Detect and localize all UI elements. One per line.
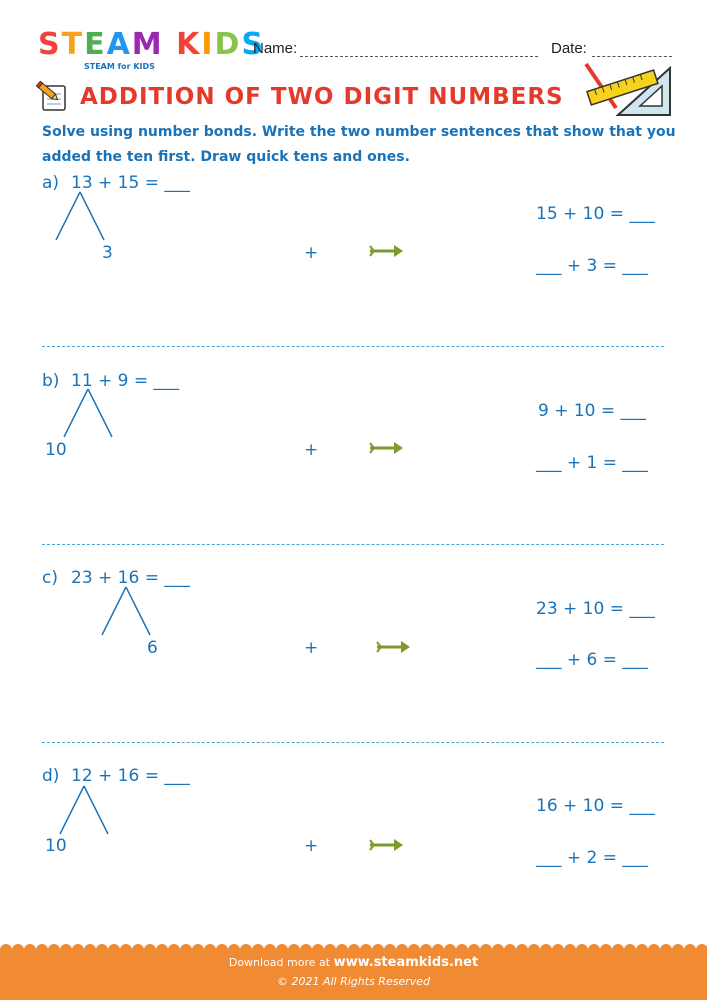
problem-a-sentence-1: 15 + 10 = ___ xyxy=(536,204,655,224)
problem-c-label: c) xyxy=(42,568,58,588)
problem-a-label: a) xyxy=(42,173,60,193)
logo-wordmark: STEAM KIDS xyxy=(38,27,266,62)
section-divider xyxy=(42,544,664,545)
problem-c-equation: 23 + 16 = ___ xyxy=(71,568,190,588)
logo-tagline: STEAM for KIDS xyxy=(84,62,155,71)
ruler-set-square-icon xyxy=(578,60,674,124)
section-divider xyxy=(42,346,664,347)
problem-b-bond-lines xyxy=(58,387,118,442)
problem-d-label: d) xyxy=(42,766,60,786)
problem-b-plus: + xyxy=(304,440,319,460)
pencil-notepad-icon xyxy=(36,80,70,118)
problem-b-sentence-2: ___ + 1 = ___ xyxy=(536,453,648,473)
problem-d-bond-part: 10 xyxy=(45,836,67,856)
arrow-icon xyxy=(368,441,404,455)
problem-d-plus: + xyxy=(304,836,319,856)
problem-a-bond-lines xyxy=(50,190,110,245)
arrow-icon xyxy=(368,838,404,852)
problem-b-equation: 11 + 9 = ___ xyxy=(71,371,180,391)
problem-c-sentence-2: ___ + 6 = ___ xyxy=(536,650,648,670)
footer-download-prefix: Download more at xyxy=(228,956,334,969)
problem-b-bond-part: 10 xyxy=(45,440,67,460)
footer-url-link[interactable]: www.steamkids.net xyxy=(333,955,479,970)
name-label: Name: xyxy=(253,40,298,57)
arrow-icon xyxy=(368,244,404,258)
problem-d-sentence-2: ___ + 2 = ___ xyxy=(536,848,648,868)
footer xyxy=(0,950,707,1000)
problem-c-sentence-1: 23 + 10 = ___ xyxy=(536,599,655,619)
arrow-icon xyxy=(375,640,411,654)
problem-c-bond-lines xyxy=(96,585,156,640)
name-field[interactable] xyxy=(300,56,538,57)
problem-d-bond-lines xyxy=(54,784,114,839)
section-divider xyxy=(42,742,664,743)
problem-c-bond-part: 6 xyxy=(147,638,158,658)
problem-a-equation: 13 + 15 = ___ xyxy=(71,173,190,193)
problem-c-plus: + xyxy=(304,638,319,658)
steam-kids-logo xyxy=(38,27,266,71)
problem-b-label: b) xyxy=(42,371,60,391)
date-label: Date: xyxy=(551,40,587,57)
problem-a-plus: + xyxy=(304,243,319,263)
problem-a-bond-part: 3 xyxy=(102,243,113,263)
date-field[interactable] xyxy=(592,56,672,57)
instructions: Solve using number bonds. Write the two number sentences that show that you added the ten first. Draw quick tens and ones. xyxy=(42,124,676,165)
worksheet-title: ADDITION OF TWO DIGIT NUMBERS xyxy=(80,84,564,110)
problem-d-sentence-1: 16 + 10 = ___ xyxy=(536,796,655,816)
footer-copyright: © 2021 All Rights Reserved xyxy=(276,975,430,988)
problem-a-sentence-2: ___ + 3 = ___ xyxy=(536,256,648,276)
problem-b-sentence-1: 9 + 10 = ___ xyxy=(538,401,647,421)
footer-download-line xyxy=(0,955,707,970)
problem-d-equation: 12 + 16 = ___ xyxy=(71,766,190,786)
